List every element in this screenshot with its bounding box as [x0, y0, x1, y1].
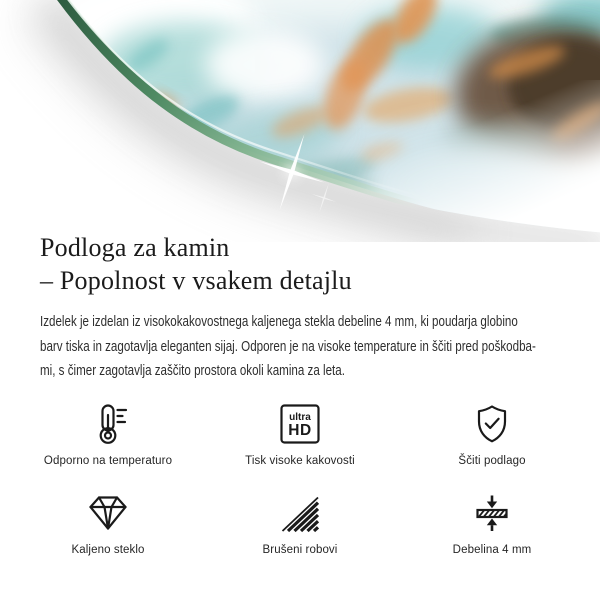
description-line: mi, s čimer zagotavlja zaščito prostora okoli kamina za leta. — [40, 363, 345, 380]
diamond-icon — [86, 491, 130, 535]
features-grid — [12, 402, 588, 556]
feature-temperature-resistant — [12, 402, 204, 467]
polished-edges-icon — [278, 491, 322, 535]
ultra-hd-icon — [278, 402, 322, 446]
feature-label: Brušeni robovi — [262, 544, 338, 556]
feature-label: Ščiti podlago — [458, 455, 526, 467]
description-line: Izdelek je izdelan iz visokokakovostnega kaljenega stekla debeline 4 mm, ki poudarja globino — [40, 314, 518, 330]
feature-tempered-glass — [12, 491, 204, 556]
product-description — [40, 310, 536, 384]
thermometer-icon — [86, 402, 130, 446]
feature-label: Kaljeno steklo — [71, 544, 145, 556]
product-image — [0, 0, 600, 242]
page-title — [40, 231, 352, 297]
feature-label: Debelina 4 mm — [452, 544, 532, 556]
page-title-line2: – Popolnost v vsakem detajlu — [40, 266, 352, 295]
description-line: barv tiska in zagotavlja eleganten sijaj. Odporen je na visoke temperature in ščiti pred poškodba- — [40, 338, 536, 355]
shield-check-icon — [470, 402, 514, 446]
feature-protects-surface — [396, 402, 588, 467]
thickness-icon — [470, 491, 514, 535]
page-title-line1: Podloga za kamin — [40, 233, 230, 262]
ultra-hd-text-top: ultra — [289, 412, 311, 423]
feature-polished-edges — [204, 491, 396, 556]
ultra-hd-text-bottom: HD — [288, 422, 312, 439]
feature-thickness — [396, 491, 588, 556]
feature-print-quality — [204, 402, 396, 467]
feature-label: Odporno na temperaturo — [43, 455, 173, 467]
feature-label: Tisk visoke kakovosti — [245, 455, 355, 467]
